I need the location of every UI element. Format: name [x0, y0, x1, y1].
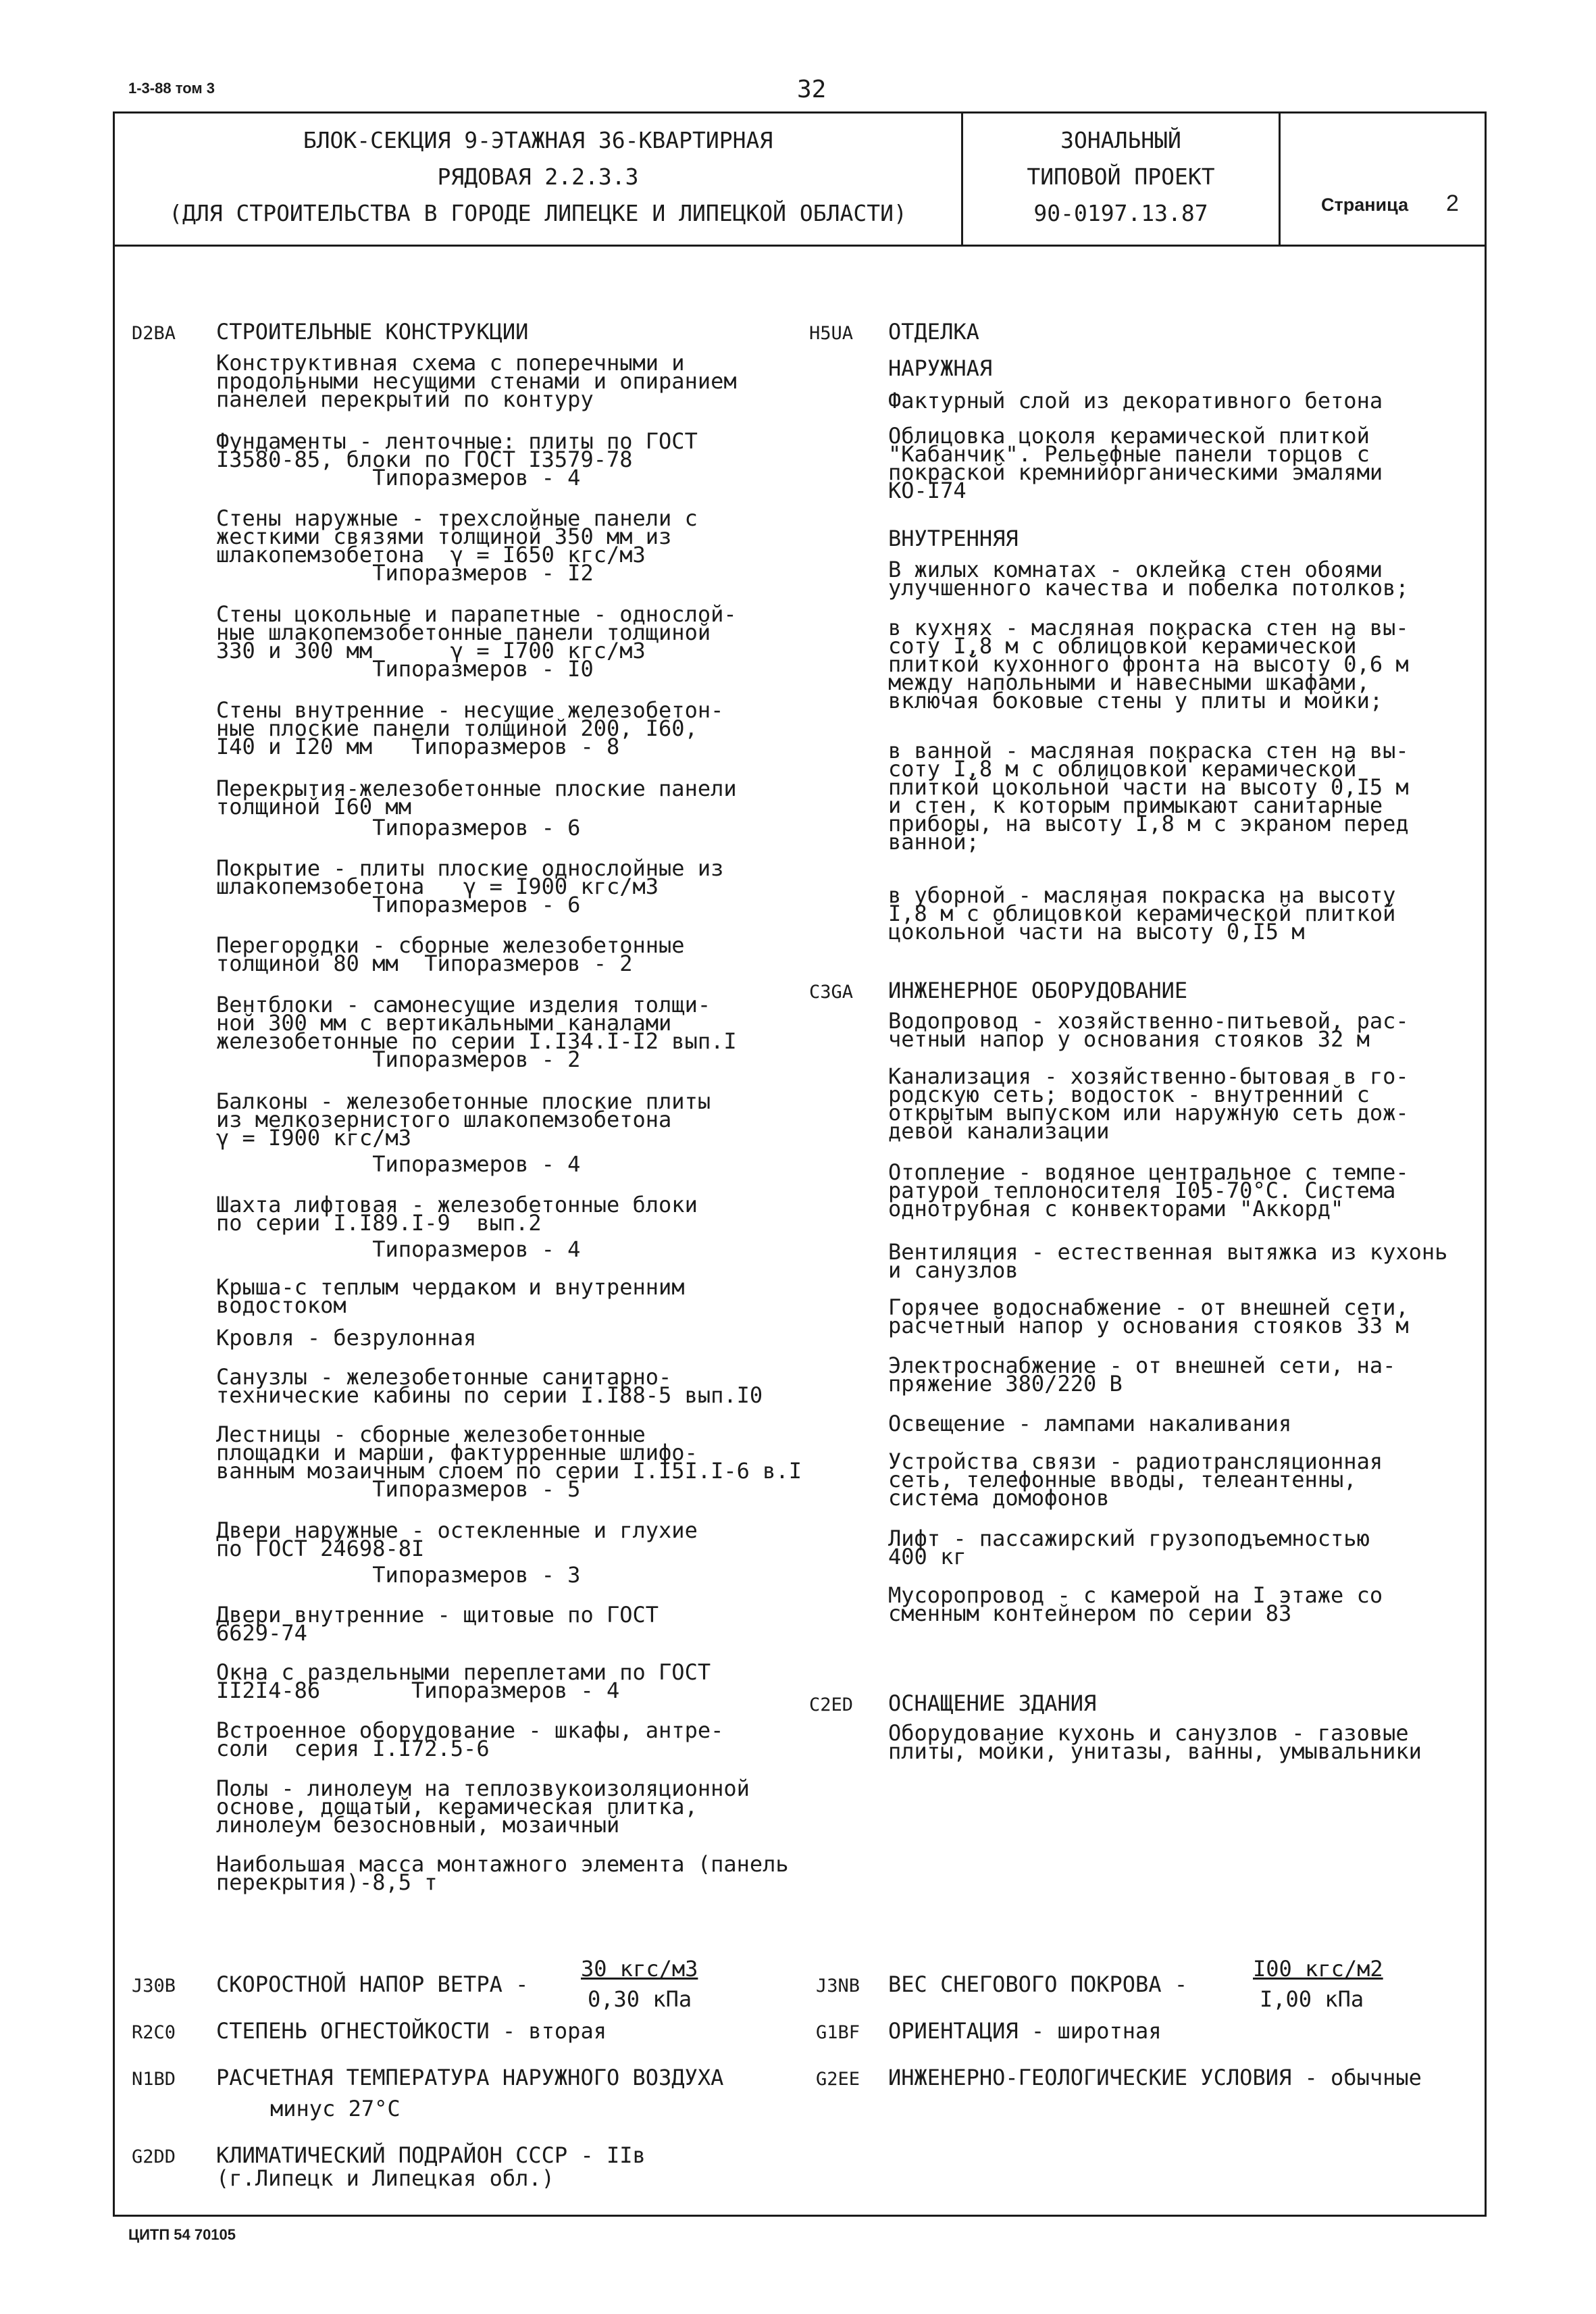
- interior-line: и стен, к которым примыкают санитарные: [888, 793, 1383, 818]
- interior-line: ванной;: [888, 829, 979, 855]
- title-block: [115, 114, 1485, 247]
- structures-line: Типоразмеров - 4: [216, 465, 581, 491]
- wind-value-kpa: 0,30 кПа: [588, 1986, 692, 2012]
- structures-line: Покрытие - плиты плоские однослойные из: [216, 855, 724, 881]
- engineering-line: Электроснабжение - от внешней сети, на-: [888, 1353, 1396, 1378]
- structures-line: Крыша-с теплым чердаком и внутренним: [216, 1274, 685, 1300]
- structures-line: по ГОСТ 24698-8I: [216, 1536, 425, 1561]
- section-code: C2ED: [809, 1694, 854, 1715]
- print-code: ЦИТП 54 70105: [128, 2226, 236, 2243]
- engineering-line: пряжение 380/220 В: [888, 1371, 1123, 1397]
- engineering-line: 400 кг: [888, 1544, 967, 1569]
- exterior-line: Фактурный слой из декоративного бетона: [888, 388, 1383, 413]
- structures-line: Типоразмеров - 2: [216, 1047, 581, 1072]
- structures-line: Встроенное оборудование - шкафы, антре-: [216, 1717, 724, 1743]
- exterior-line: Облицовка цоколя керамической плиткой: [888, 423, 1370, 449]
- subheading: ВНУТРЕННЯЯ: [888, 526, 1019, 551]
- structures-line: II2I4-86 Типоразмеров - 4: [216, 1678, 620, 1703]
- structures-line: Типоразмеров - 4: [216, 1151, 581, 1177]
- structures-line: железобетонные по серии I.I34.I-I2 вып.I: [216, 1028, 737, 1054]
- structures-line: Типоразмеров - I0: [216, 656, 594, 682]
- param-code: R2C0: [132, 2022, 176, 2043]
- engineering-line: сеть, телефонные вводы, телеантенны,: [888, 1467, 1357, 1492]
- exterior-line: КО-I74: [888, 478, 967, 503]
- structures-line: Шахта лифтовая - железобетонные блоки: [216, 1192, 698, 1217]
- title-line: БЛОК-СЕКЦИЯ 9-ЭТАЖНАЯ 36-КВАРТИРНАЯ: [303, 127, 773, 153]
- exterior-line: "Кабанчик". Рельефные панели торцов с: [888, 441, 1370, 467]
- engineering-line: сменным контейнером по серии 83: [888, 1601, 1292, 1626]
- interior-line: плиткой кухонного фронта на высоту 0,6 м: [888, 651, 1409, 677]
- page-cell: [1281, 114, 1485, 245]
- page-label-number: 2: [1446, 191, 1459, 216]
- param-code: J3NB: [816, 1976, 860, 1996]
- design-temperature: РАСЧЕТНАЯ ТЕМПЕРАТУРА НАРУЖНОГО ВОЗДУХА: [216, 2065, 724, 2090]
- document-reference: 1-3-88 том 3: [128, 80, 215, 97]
- structures-line: Вентблоки - самонесущие изделия толщи-: [216, 992, 711, 1017]
- structures-line: основе, дощатый, керамическая плитка,: [216, 1794, 698, 1819]
- engineering-line: открытым выпуском или наружную сеть дож-: [888, 1100, 1409, 1126]
- structures-line: технические кабины по серии I.I88-5 вып.I0: [216, 1382, 763, 1408]
- structures-line: ные плоские панели толщиной 200, I60,: [216, 715, 698, 741]
- structures-line: γ = I900 кгс/м3: [216, 1125, 411, 1151]
- structures-line: Типоразмеров - 5: [216, 1476, 581, 1502]
- engineering-line: девой канализации: [888, 1118, 1110, 1144]
- project-line: ТИПОВОЙ ПРОЕКТ: [1027, 164, 1215, 190]
- engineering-line: родскую сеть; водосток - внутренний с: [888, 1082, 1370, 1107]
- structures-line: Типоразмеров - 3: [216, 1562, 581, 1588]
- fire-resistance: СТЕПЕНЬ ОГНЕСТОЙКОСТИ - вторая: [216, 2018, 607, 2044]
- structures-line: Перекрытия-железобетонные плоские панели: [216, 776, 737, 801]
- structures-line: по серии I.I89.I-9 вып.2: [216, 1210, 542, 1236]
- snow-value-kpa: I,00 кПа: [1260, 1986, 1364, 2012]
- interior-line: в ванной - масляная покраска стен на вы-: [888, 738, 1409, 763]
- design-temperature-value: минус 27°C: [270, 2096, 401, 2121]
- title-line: (ДЛЯ СТРОИТЕЛЬСТВА В ГОРОДЕ ЛИПЕЦКЕ И ЛИПЕЦКОЙ ОБЛАСТИ): [169, 200, 907, 226]
- engineering-line: Устройства связи - радиотрансляционная: [888, 1449, 1383, 1474]
- structures-line: ной 300 мм с вертикальными каналами: [216, 1010, 672, 1036]
- project-cell: [963, 114, 1281, 245]
- structures-line: Санузлы - железобетонные санитарно-: [216, 1364, 672, 1390]
- engineering-line: Мусоропровод - с камерой на I этаже со: [888, 1582, 1383, 1608]
- interior-line: между напольными и навесными шкафами,: [888, 670, 1370, 695]
- equipment-line: Оборудование кухонь и санузлов - газовые: [888, 1720, 1409, 1746]
- structures-line: из мелкозернистого шлакопемзобетона: [216, 1107, 672, 1132]
- structures-line: Перегородки - сборные железобетонные: [216, 932, 685, 958]
- structures-line: ванным мозаичным слоем по серии I.I5I.I-6 в.I: [216, 1458, 802, 1484]
- engineering-line: Горячее водоснабжение - от внешней сети,: [888, 1294, 1409, 1320]
- structures-line: Полы - линолеум на теплозвукоизоляционной: [216, 1776, 750, 1801]
- structures-line: 6629-74: [216, 1620, 307, 1646]
- sheet-number: 32: [797, 76, 827, 103]
- interior-line: приборы, на высоту I,8 м с экраном перед: [888, 811, 1409, 836]
- structures-line: линолеум безосновный, мозаичный: [216, 1812, 620, 1838]
- structures-line: Стены внутренние - несущие железобетон-: [216, 697, 724, 723]
- exterior-line: покраской кремнийорганическими эмалями: [888, 459, 1383, 485]
- page-label: Страница: [1321, 195, 1409, 215]
- interior-line: включая боковые стены у плиты и мойки;: [888, 688, 1383, 713]
- structures-line: перекрытия)-8,5 т: [216, 1869, 438, 1895]
- project-code: 90-0197.13.87: [1033, 200, 1208, 226]
- structures-line: соли серия I.I72.5-6: [216, 1736, 490, 1761]
- interior-line: цокольной части на высоту 0,I5 м: [888, 919, 1305, 945]
- interior-line: в уборной - масляная покраска на высоту: [888, 882, 1396, 908]
- structures-line: Фундаменты - ленточные: плиты по ГОСТ: [216, 428, 698, 454]
- structures-line: ные шлакопемзобетонные панели толщиной: [216, 620, 711, 645]
- param-code: G2DD: [132, 2146, 176, 2167]
- structures-line: панелей перекрытий по контуру: [216, 386, 594, 412]
- param-code: N1BD: [132, 2069, 176, 2090]
- structures-line: Окна с раздельными переплетами по ГОСТ: [216, 1659, 711, 1685]
- structures-line: Стены цокольные и парапетные - однослой-: [216, 601, 737, 627]
- engineering-line: Водопровод - хозяйственно-питьевой, рас-: [888, 1008, 1409, 1034]
- structures-line: водостоком: [216, 1292, 346, 1318]
- section-heading: ОСНАЩЕНИЕ ЗДАНИЯ: [888, 1690, 1097, 1716]
- structures-line: шлакопемзобетона γ = I900 кгс/м3: [216, 874, 659, 899]
- structures-line: 330 и 300 мм γ = I700 кгс/м3: [216, 638, 646, 663]
- section-code: H5UA: [809, 323, 854, 344]
- snow-label: ВЕС СНЕГОВОГО ПОКРОВА -: [888, 1971, 1188, 1997]
- param-code: G2EE: [816, 2069, 860, 2090]
- interior-line: соту I,8 м с облицовкой керамической: [888, 756, 1357, 782]
- structures-line: Балконы - железобетонные плоские плиты: [216, 1088, 711, 1114]
- engineering-line: система домофонов: [888, 1485, 1110, 1511]
- structures-line: Типоразмеров - 6: [216, 892, 581, 917]
- structures-line: Стены наружные - трехслойные панели с: [216, 505, 698, 531]
- engineering-line: однотрубная с конвекторами "Аккорд": [888, 1196, 1344, 1222]
- engineering-line: четный напор у основания стояков 32 м: [888, 1026, 1370, 1052]
- engineering-line: Освещение - лампами накаливания: [888, 1411, 1292, 1436]
- param-code: G1BF: [816, 2022, 860, 2043]
- interior-line: в кухнях - масляная покраска стен на вы-: [888, 615, 1409, 640]
- structures-line: Лестницы - сборные железобетонные: [216, 1422, 646, 1447]
- structures-line: площадки и марши, фактурренные шлифо-: [216, 1440, 698, 1465]
- subheading: НАРУЖНАЯ: [888, 355, 993, 381]
- interior-line: улучшенного качества и побелка потолков;: [888, 575, 1409, 601]
- structures-line: толщиной I60 мм: [216, 794, 411, 820]
- climate-subregion: КЛИМАТИЧЕСКИЙ ПОДРАЙОН СССР - IIв: [216, 2142, 646, 2168]
- structures-line: Двери внутренние - щитовые по ГОСТ: [216, 1602, 659, 1628]
- section-heading: ИНЖЕНЕРНОЕ ОБОРУДОВАНИЕ: [888, 978, 1188, 1003]
- section-heading: СТРОИТЕЛЬНЫЕ КОНСТРУКЦИИ: [216, 319, 529, 345]
- engineering-line: Отопление - водяное центральное с темпе-: [888, 1159, 1409, 1185]
- interior-line: соту I,8 м с облицовкой керамической: [888, 633, 1357, 659]
- interior-line: I,8 м с облицовкой керамической плиткой: [888, 901, 1396, 926]
- engineering-line: ратурой теплоносителя I05-70°C. Система: [888, 1178, 1396, 1203]
- orientation: ОРИЕНТАЦИЯ - широтная: [888, 2018, 1162, 2044]
- section-code: C3GA: [809, 982, 854, 1003]
- engineering-line: и санузлов: [888, 1257, 1019, 1283]
- structures-line: Конструктивная схема с поперечными и: [216, 350, 685, 376]
- structures-line: толщиной 80 мм Типоразмеров - 2: [216, 951, 633, 976]
- section-code: D2BA: [132, 323, 176, 344]
- param-code: J30B: [132, 1976, 176, 1996]
- wind-value: 30 кгс/м3: [581, 1956, 698, 1982]
- wind-label: СКОРОСТНОЙ НАПОР ВЕТРА -: [216, 1971, 529, 1997]
- structures-line: продольными несущими стенами и опиранием: [216, 368, 737, 394]
- engineering-line: Канализация - хозяйственно-бытовая в го-: [888, 1063, 1409, 1089]
- structures-line: Кровля - безрулонная: [216, 1325, 477, 1351]
- structures-line: жесткими связями толщиной 350 мм из: [216, 524, 672, 549]
- structures-line: Типоразмеров - 4: [216, 1236, 581, 1262]
- title-line: РЯДОВАЯ 2.2.3.3: [437, 164, 639, 190]
- structures-line: Наибольшая масса монтажного элемента (панель: [216, 1851, 789, 1877]
- interior-line: В жилых комнатах - оклейка стен обоями: [888, 557, 1383, 582]
- structures-line: I40 и I20 мм Типоразмеров - 8: [216, 734, 620, 759]
- engineering-line: Лифт - пассажирский грузоподъемностью: [888, 1526, 1370, 1551]
- structures-line: Типоразмеров - 6: [216, 815, 581, 840]
- interior-line: плиткой цокольной части на высоту 0,I5 м: [888, 774, 1409, 800]
- project-line: ЗОНАЛЬНЫЙ: [1060, 127, 1181, 153]
- section-heading: ОТДЕЛКА: [888, 319, 979, 345]
- title-cell: [115, 114, 963, 245]
- engineering-line: Вентиляция - естественная вытяжка из кухонь: [888, 1239, 1448, 1265]
- climate-location: (г.Липецк и Липецкая обл.): [216, 2165, 555, 2191]
- structures-line: Двери наружные - остекленные и глухие: [216, 1517, 698, 1543]
- geological-conditions: ИНЖЕНЕРНО-ГЕОЛОГИЧЕСКИЕ УСЛОВИЯ - обычные: [888, 2065, 1422, 2090]
- engineering-line: расчетный напор у основания стояков 33 м: [888, 1313, 1409, 1338]
- structures-line: I3580-85, блоки по ГОСТ I3579-78: [216, 447, 633, 472]
- structures-line: шлакопемзобетона γ = I650 кгс/м3: [216, 542, 646, 568]
- equipment-line: плиты, мойки, унитазы, ванны, умывальники: [888, 1738, 1422, 1764]
- structures-line: Типоразмеров - I2: [216, 560, 594, 586]
- snow-value: I00 кгс/м2: [1253, 1956, 1383, 1982]
